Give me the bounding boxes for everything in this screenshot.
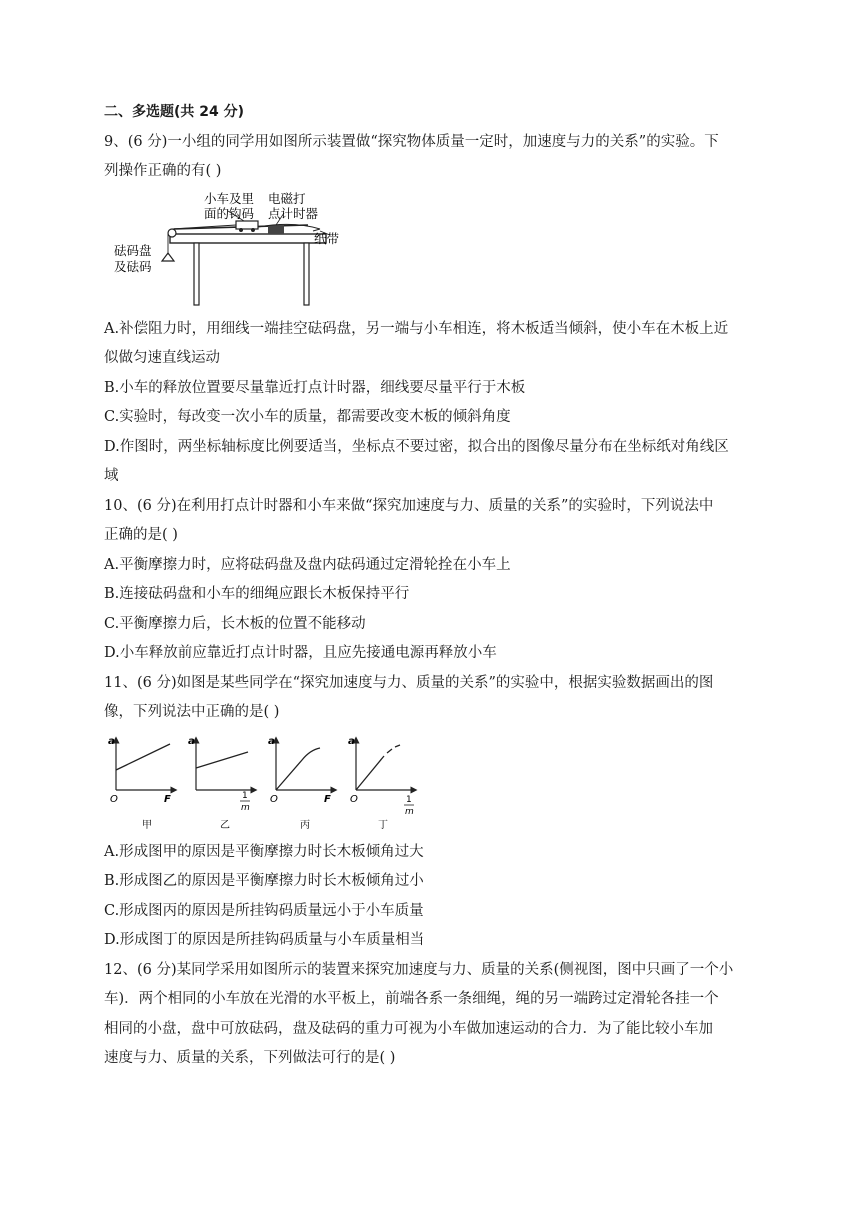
q9-option-b: B.小车的释放位置要尽量靠近打点计时器，细线要尽量平行于木板 (104, 379, 526, 396)
section-heading: 二、多选题(共 24 分) (104, 104, 245, 120)
label-car-line-1: 小车及里 (204, 190, 255, 206)
graph-yi (188, 736, 254, 831)
svg-text:a: a (108, 735, 115, 747)
graph-jia (108, 736, 174, 831)
q11-stem-line-1: 11、(6 分)如图是某些同学在“探究加速度与力、质量的关系”的实验中，根据实验数据画出的图 (104, 674, 714, 691)
svg-text:m: m (241, 802, 250, 813)
q11-stem-line-2: 像，下列说法中正确的是( ) (104, 704, 280, 720)
q9-option-a-line-2: 似做匀速直线运动 (104, 350, 220, 366)
label-timer-line-2: 点计时器 (268, 205, 319, 221)
svg-text:O: O (270, 793, 278, 805)
q9-option-d-line-2: 域 (104, 468, 119, 484)
caption-jia: 甲 (142, 819, 152, 831)
q11-option-c: C.形成图丙的原因是所挂钩码质量远小于小车质量 (104, 902, 424, 919)
caption-yi: 乙 (220, 819, 230, 831)
label-car-line-2: 面的钩码 (204, 205, 255, 221)
svg-text:1: 1 (242, 790, 248, 801)
svg-text:O: O (110, 793, 118, 805)
q10-stem-line-2: 正确的是( ) (104, 527, 178, 543)
q10-option-b: B.连接砝码盘和小车的细绳应跟长木板保持平行 (104, 586, 410, 602)
graph-bing (268, 736, 334, 831)
q11-graphs-figure (104, 732, 434, 836)
q11-option-a: A.形成图甲的原因是平衡摩擦力时长木板倾角过大 (104, 843, 424, 860)
caption-bing: 丙 (300, 819, 310, 831)
graph-ding (348, 736, 414, 831)
question-12 (104, 956, 764, 1074)
exam-page (104, 98, 764, 1074)
q9-stem-line-2: 列操作正确的有( ) (104, 163, 222, 179)
question-9 (104, 128, 764, 492)
question-10 (104, 492, 764, 669)
q12-stem-line-1: 12、(6 分)某同学采用如图所示的装置来探究加速度与力、质量的关系(侧视图，图中只画了一个小 (104, 961, 734, 978)
q10-option-d: D.小车释放前应靠近打点计时器，且应先接通电源再释放小车 (104, 645, 497, 661)
q9-option-d-line-1: D.作图时，两坐标轴标度比例要适当，坐标点不要过密，拟合出的图像尽量分布在坐标纸对角线区 (104, 438, 729, 455)
label-timer-line-1: 电磁打 (268, 190, 306, 206)
q9-option-c: C.实验时，每改变一次小车的质量，都需要改变木板的倾斜角度 (104, 409, 511, 425)
q12-stem-line-4: 速度与力、质量的关系，下列做法可行的是( ) (104, 1050, 396, 1066)
q11-option-b: B.形成图乙的原因是平衡摩擦力时长木板倾角过小 (104, 873, 424, 889)
q9-apparatus-figure (108, 191, 348, 309)
svg-text:a: a (188, 735, 195, 747)
svg-text:F: F (164, 793, 171, 805)
apparatus-diagram (108, 191, 348, 309)
q10-option-c: C.平衡摩擦力后，长木板的位置不能移动 (104, 615, 366, 632)
svg-text:a: a (268, 735, 275, 747)
label-weight-line-1: 砝码盘 (114, 242, 152, 258)
label-tape: 纸带 (314, 230, 340, 246)
label-weight-line-2: 及砝码 (114, 258, 152, 274)
q11-option-d: D.形成图丁的原因是所挂钩码质量与小车质量相当 (104, 932, 425, 948)
q12-stem-line-3: 相同的小盘，盘中可放砝码，盘及砝码的重力可视为小车做加速运动的合力．为了能比较小车加 (104, 1020, 713, 1037)
svg-text:m: m (405, 806, 414, 817)
q10-option-a: A.平衡摩擦力时，应将砝码盘及盘内砝码通过定滑轮拴在小车上 (104, 556, 511, 573)
q10-stem-line-1: 10、(6 分)在利用打点计时器和小车来做“探究加速度与力、质量的关系”的实验时，下列说法中 (104, 497, 714, 514)
svg-text:a: a (348, 735, 355, 747)
svg-text:1: 1 (406, 794, 412, 805)
svg-text:F: F (324, 793, 331, 805)
graphs-diagram (104, 732, 434, 836)
q12-stem-line-2: 车)．两个相同的小车放在光滑的水平板上，前端各系一条细绳，绳的另一端跨过定滑轮各挂一个 (104, 991, 719, 1007)
q9-stem-line-1: 9、(6 分)一小组的同学用如图所示装置做“探究物体质量一定时，加速度与力的关系”的实验。下 (104, 133, 719, 150)
q9-option-a-line-1: A.补偿阻力时，用细线一端挂空砝码盘，另一端与小车相连，将木板适当倾斜，使小车在木板上近 (104, 320, 729, 337)
svg-text:O: O (350, 793, 358, 805)
caption-ding: 丁 (378, 819, 388, 831)
question-11 (104, 669, 764, 956)
